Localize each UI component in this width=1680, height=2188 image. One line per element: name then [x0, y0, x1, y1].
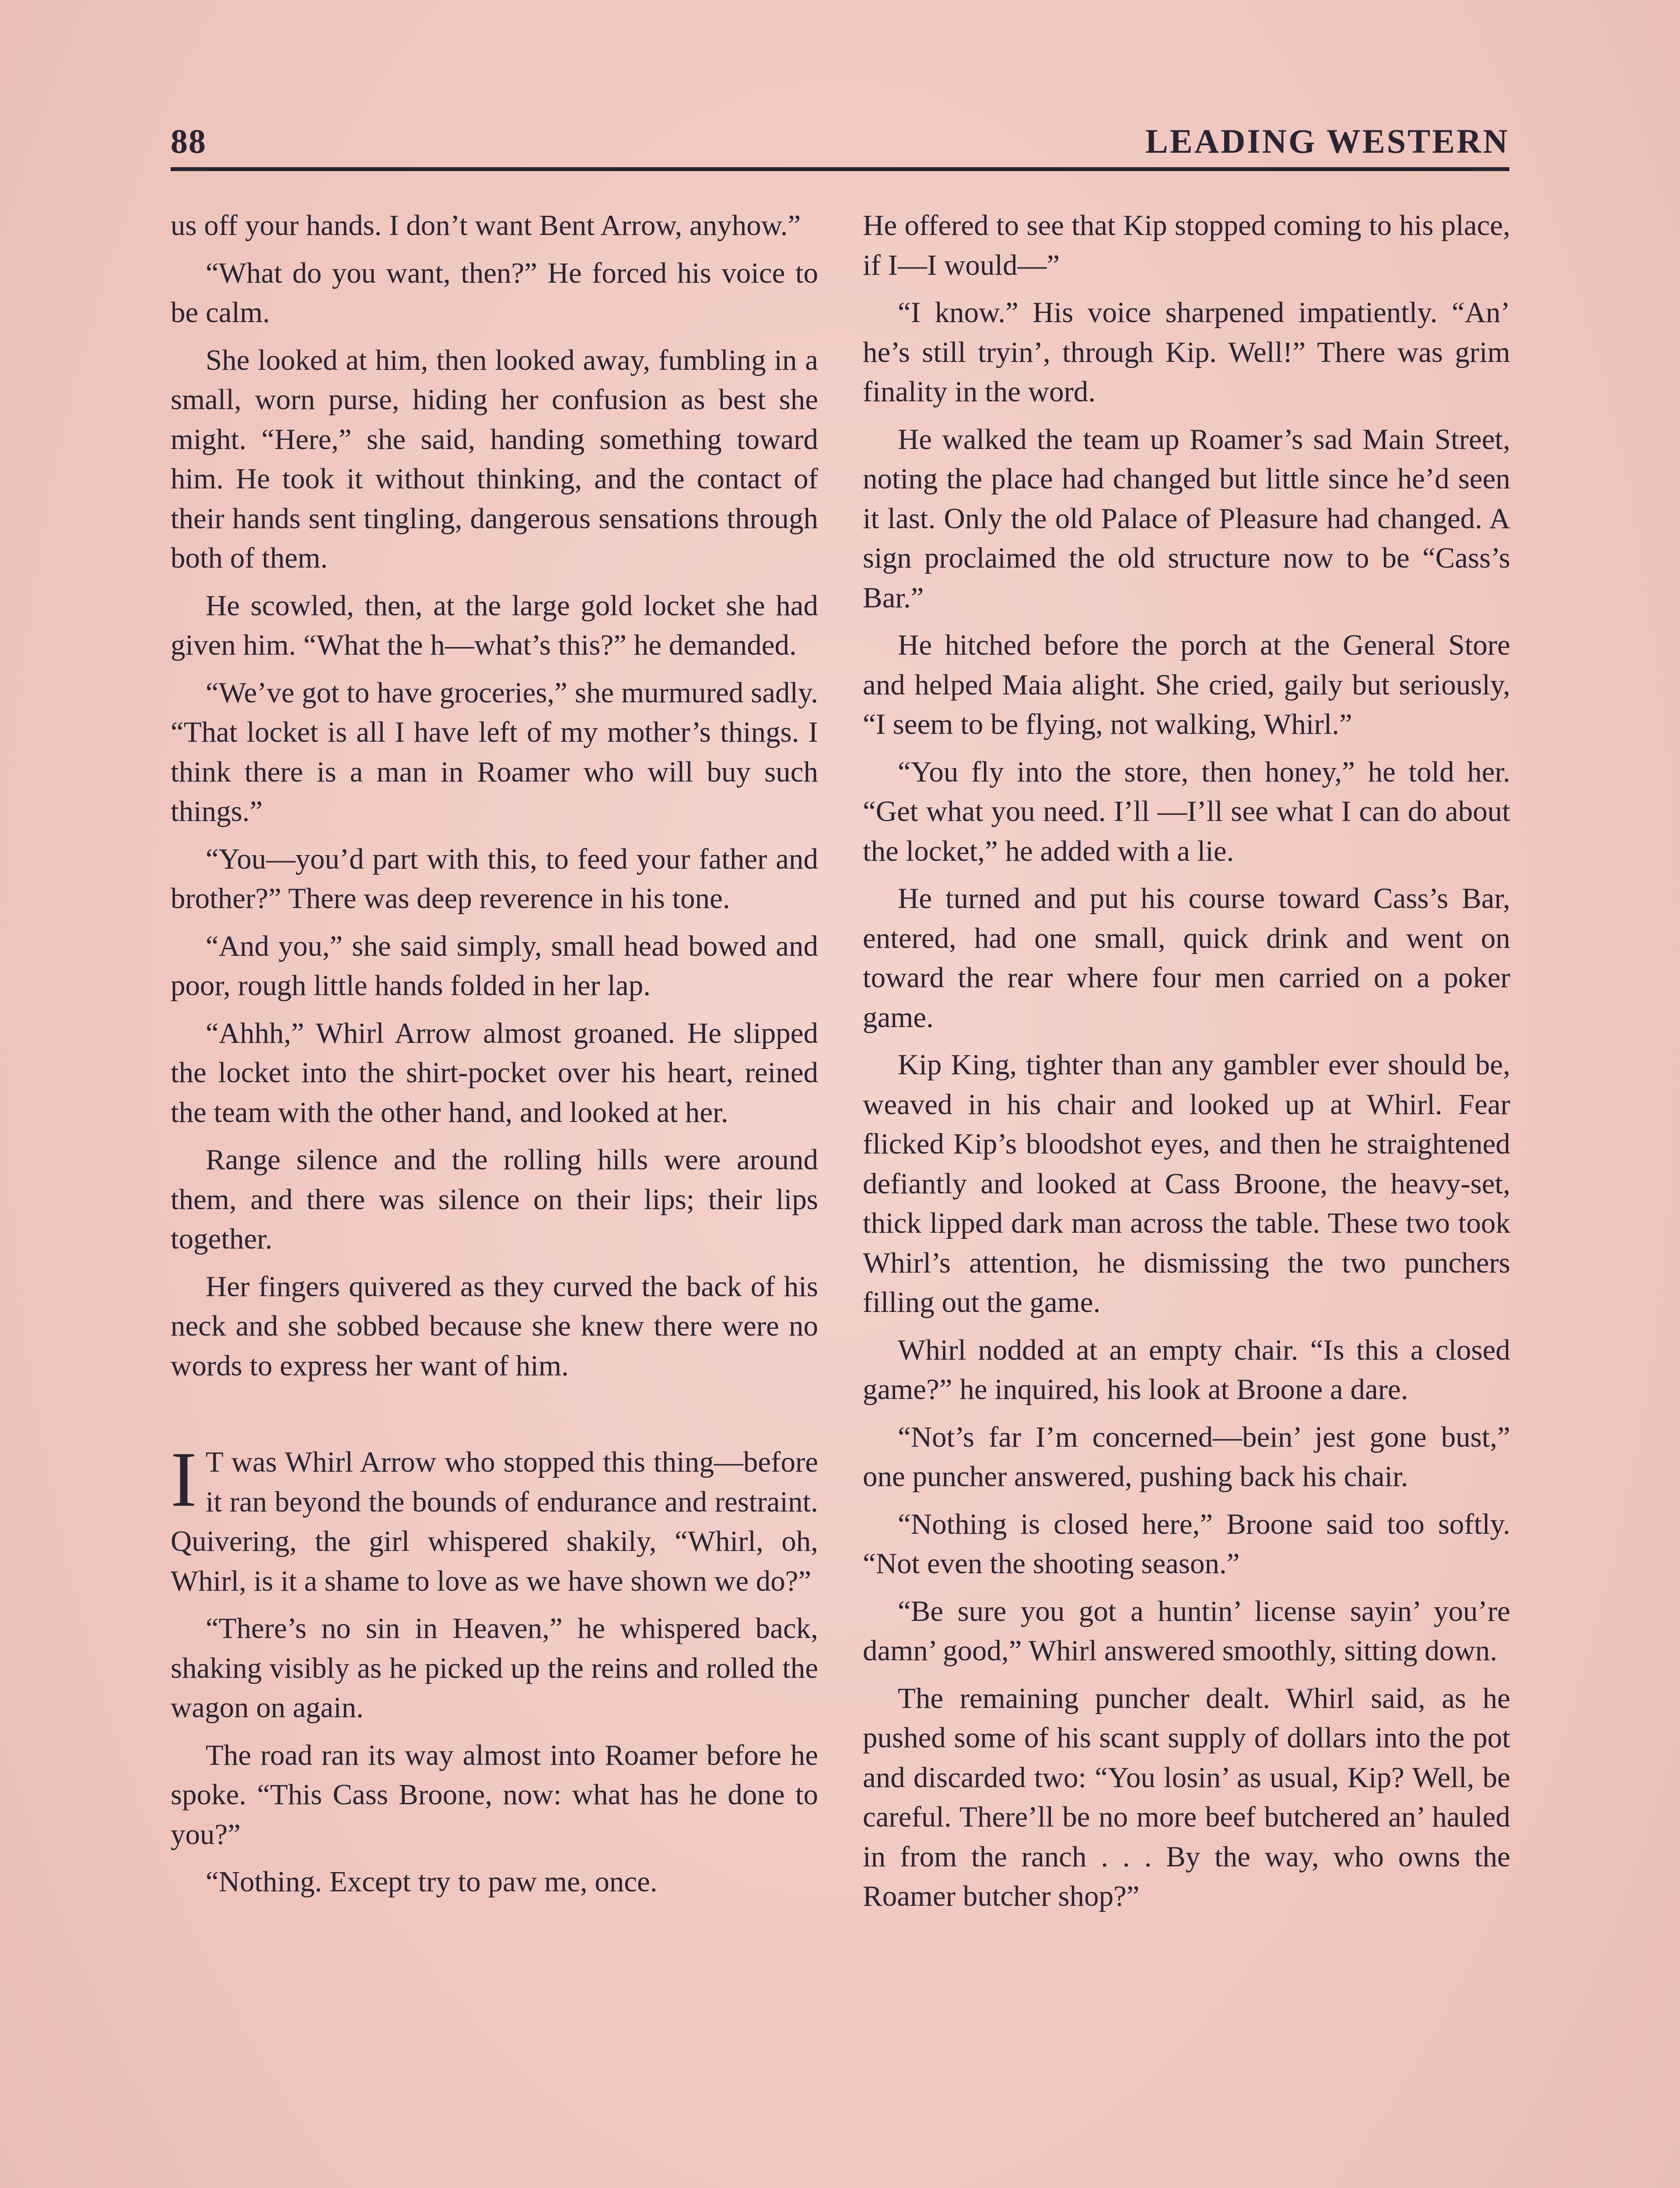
- paragraph: “Nothing. Except try to paw me, once.: [206, 1865, 658, 1898]
- paragraph: “We’ve got to have groceries,” she murmured sadly. “That locket is all I have left of my mother’s things. I think there is a man in Roamer who will buy such things.”: [171, 676, 818, 828]
- paragraph: The road ran its way almost into Roamer before he spoke. “This Cass Broone, now: what has he done to you?”: [171, 1739, 818, 1851]
- paragraph: “You fly into the store, then honey,” he told her. “Get what you need. I’ll —I’ll see what I can do about the locket,” he added with a lie.: [863, 755, 1510, 867]
- paragraph: Kip King, tighter than any gambler ever should be, weaved in his chair and looked up at Whirl. Fear flicked Kip’s bloodshot eyes, and then he straightened defiantly and looked at Cass Broone, the heavy-set, thick lipped dark man across the table. These two took Whirl’s attention, he dismissing the two punchers filling out the game.: [863, 1048, 1510, 1318]
- paragraph: “Ahhh,” Whirl Arrow almost groaned. He slipped the locket into the shirt-pocket over his heart, reined the team with the other hand, and looked at her.: [171, 1017, 818, 1129]
- page-header: [171, 122, 1509, 170]
- paragraph: The remaining puncher dealt. Whirl said, as he pushed some of his scant supply of dollars into the pot and discarded two: “You losin’ as usual, Kip? Well, be careful. There’ll be no more beef butchered an’ hauled in from the ranch . . . By the way, who owns the Roamer butcher shop?”: [863, 1682, 1510, 1912]
- page-number: 88: [171, 122, 206, 160]
- section-start-paragraph: [171, 1436, 818, 1601]
- drop-cap: I: [171, 1436, 197, 1523]
- paragraph: He offered to see that Kip stopped coming to his place, if I—I would—”: [863, 209, 1510, 281]
- paragraph: Her fingers quivered as they curved the back of his neck and she sobbed because she knew there were no words to express her want of him.: [171, 1270, 818, 1382]
- paragraph: us off your hands. I don’t want Bent Arrow, anyhow.”: [171, 209, 801, 242]
- paragraph: “I know.” His voice sharpened impatiently. “An’ he’s still tryin’, through Kip. Well!” There was grim finality in the word.: [863, 296, 1510, 408]
- paragraph: “What do you want, then?” He forced his voice to be calm.: [171, 256, 818, 329]
- paragraph: “Not’s far I’m concerned—bein’ jest gone bust,” one puncher answered, pushing back his chair.: [863, 1420, 1510, 1493]
- paragraph: “And you,” she said simply, small head bowed and poor, rough little hands folded in her lap.: [171, 929, 818, 1002]
- paragraph: She looked at him, then looked away, fumbling in a small, worn purse, hiding her confusion as best she might. “Here,” she said, handing something toward him. He took it without thinking, and the contact of their hands sent tingling, dangerous sensations through both of them.: [171, 344, 818, 574]
- paragraph: He hitched before the porch at the General Store and helped Maia alight. She cried, gaily but seriously, “I seem to be flying, not walking, Whirl.”: [863, 629, 1510, 740]
- section-start-text: T was Whirl Arrow who stopped this thing—before it ran beyond the bounds of endurance and restraint. Quivering, the girl whispered shakily, “Whirl, oh, Whirl, is it a shame to love as we have shown we do?”: [171, 1446, 818, 1597]
- right-column: [863, 206, 1510, 1924]
- paragraph: “There’s no sin in Heaven,” he whispered back, shaking visibly as he picked up the reins and rolled the wagon on again.: [171, 1612, 818, 1724]
- paragraph: He turned and put his course toward Cass’s Bar, entered, had one small, quick drink and went on toward the rear where four men carried on a poker game.: [863, 882, 1510, 1034]
- paragraph: He walked the team up Roamer’s sad Main Street, noting the place had changed but little since he’d seen it last. Only the old Palace of Pleasure had changed. A sign proclaimed the old structure now to be “Cass’s Bar.”: [863, 423, 1510, 614]
- paragraph: Whirl nodded at an empty chair. “Is this a closed game?” he inquired, his look at Broone a dare.: [863, 1333, 1510, 1406]
- paragraph: He scowled, then, at the large gold locket she had given him. “What the h—what’s this?” he demanded.: [171, 589, 818, 661]
- paragraph: “Nothing is closed here,” Broone said too softly. “Not even the shooting season.”: [863, 1508, 1510, 1580]
- left-column: [171, 206, 818, 1910]
- magazine-title: LEADING WESTERN: [1145, 122, 1509, 160]
- paragraph: “You—you’d part with this, to feed your father and brother?” There was deep reverence in his tone.: [171, 842, 818, 915]
- paragraph: “Be sure you got a huntin’ license sayin’ you’re damn’ good,” Whirl answered smoothly, sitting down.: [863, 1595, 1510, 1667]
- paragraph: Range silence and the rolling hills were around them, and there was silence on their lips; their lips together.: [171, 1143, 818, 1255]
- header-divider: [171, 167, 1509, 171]
